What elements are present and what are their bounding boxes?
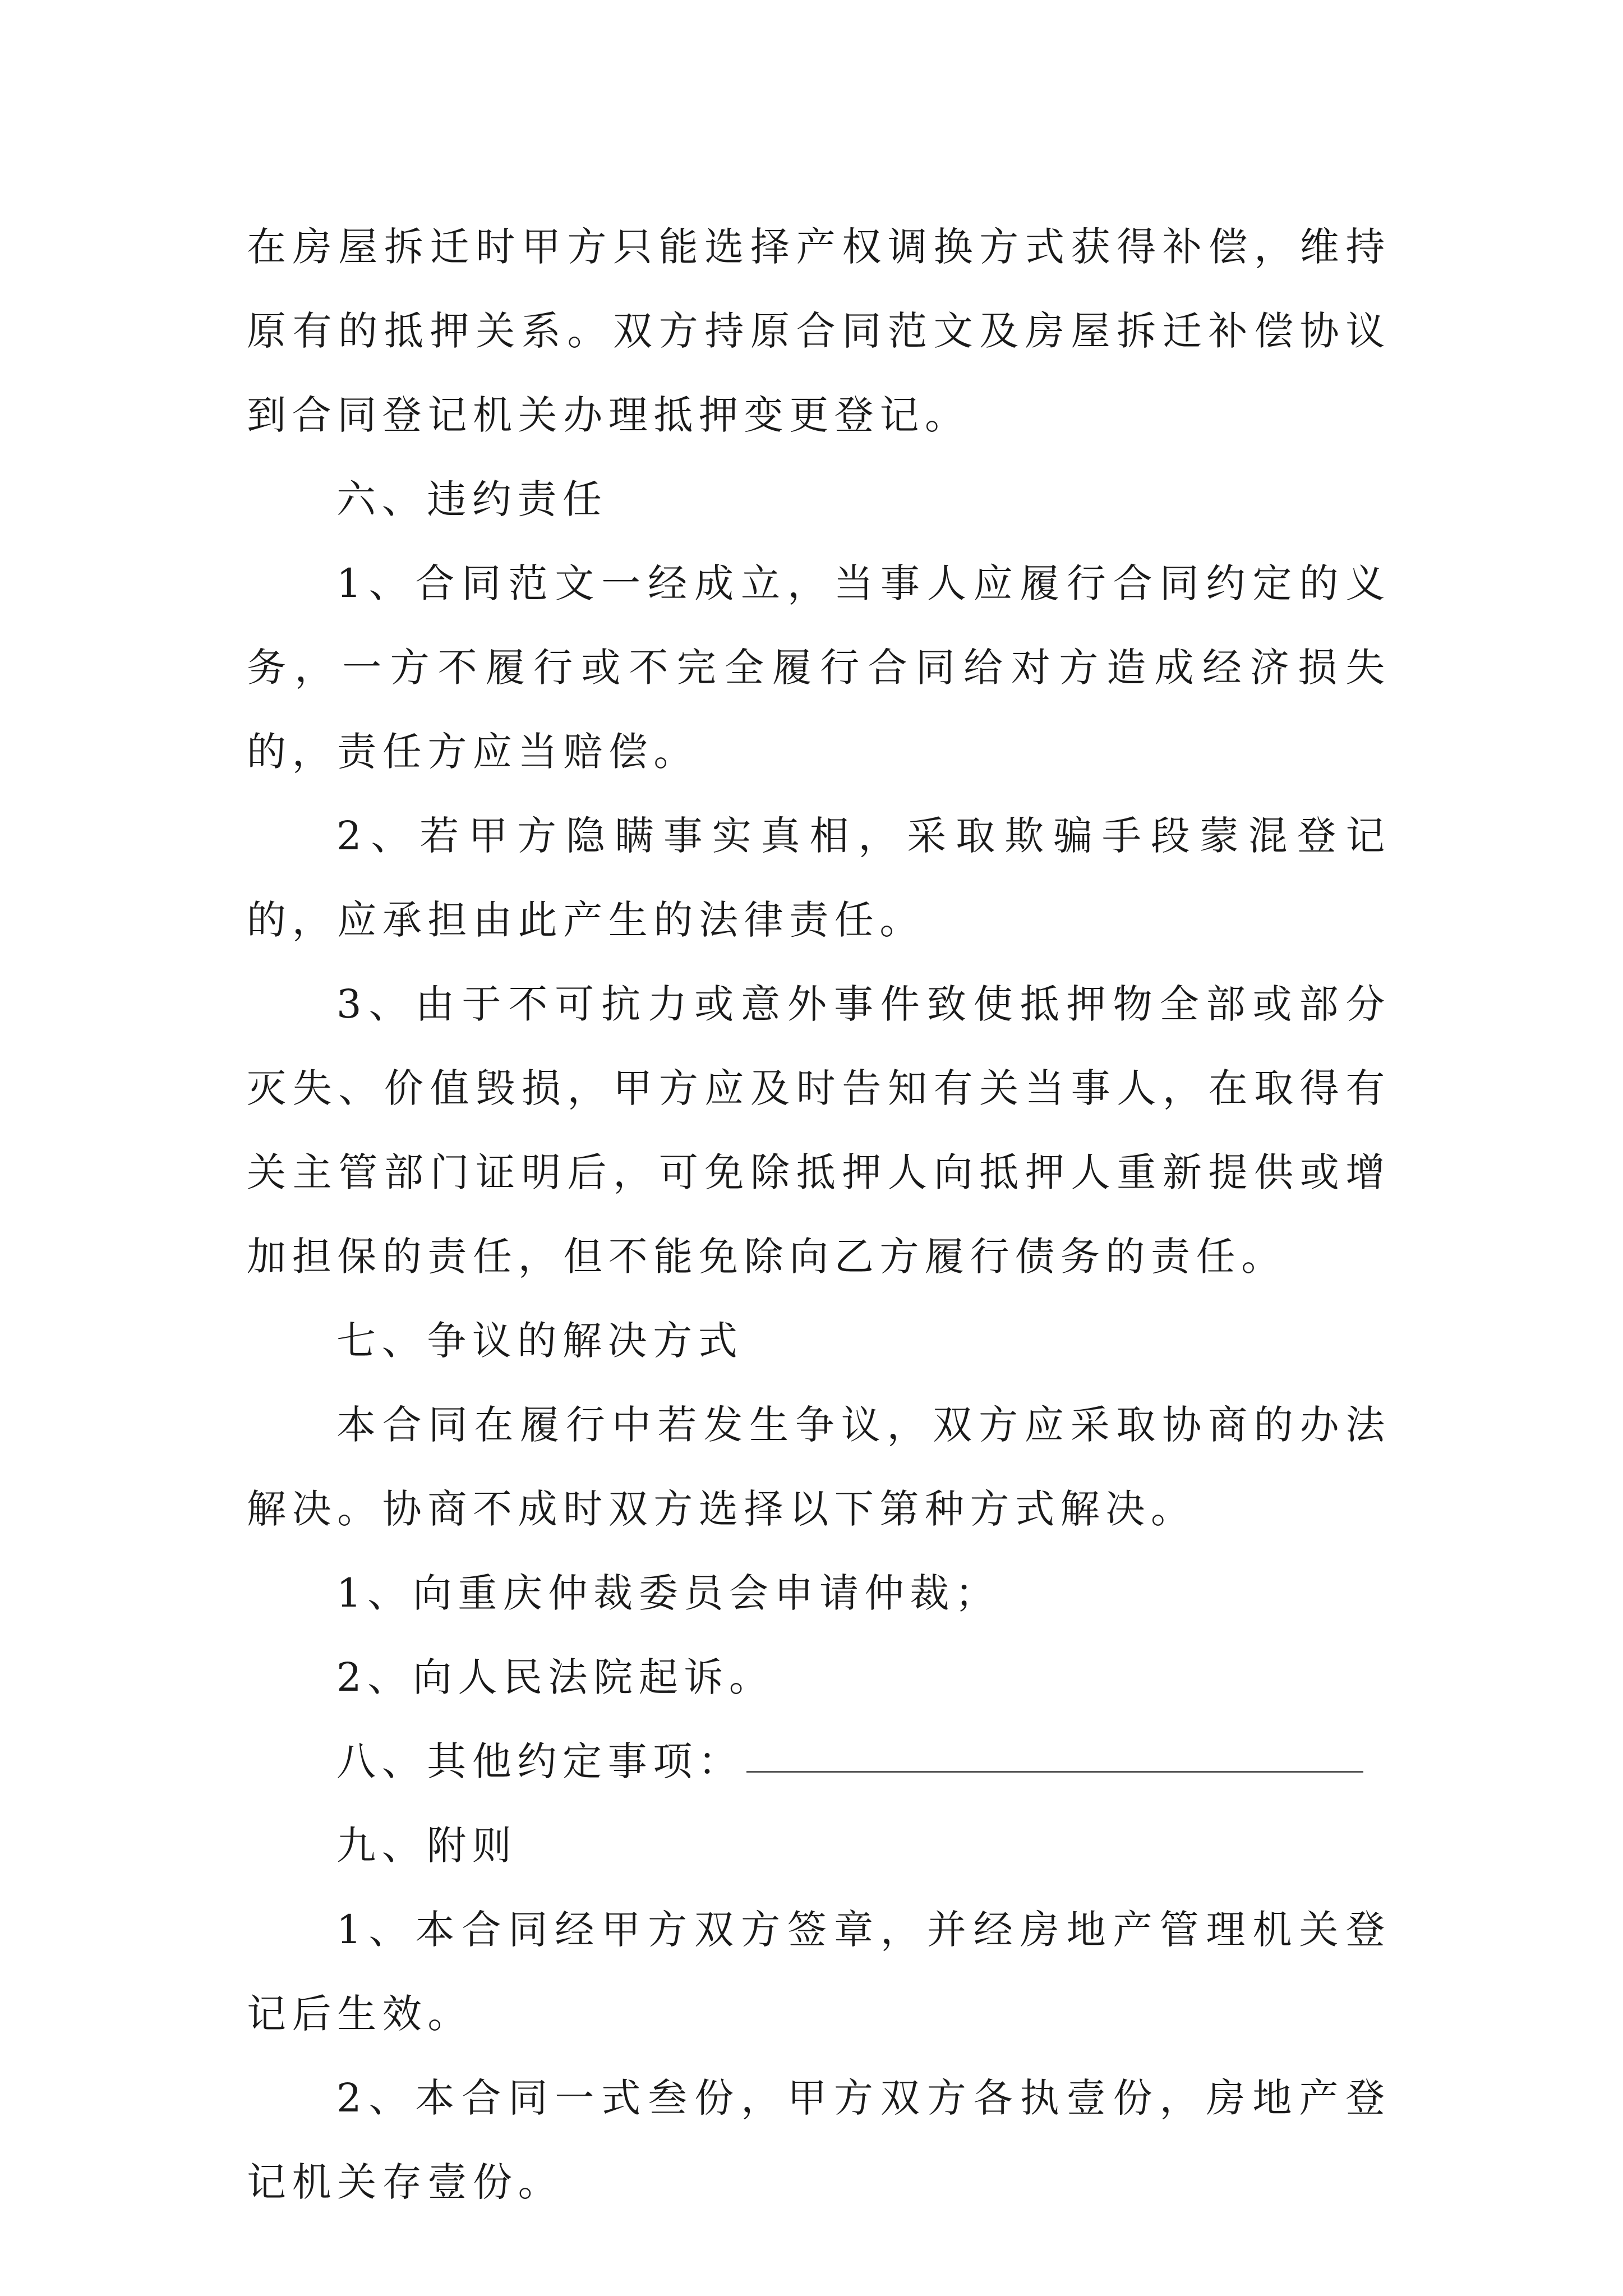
section-heading-other-terms	[247, 1719, 1391, 1803]
section-heading-supplementary: 九、附则	[336, 1823, 518, 1869]
paragraph-mortgage-change: 在房屋拆迁时甲方只能选择产权调换方式获得补偿，维持原有的抵押关系。双方持原合同范文及房屋拆迁补偿协议到合同登记机关办理抵押变更登记。	[247, 224, 1391, 438]
paragraph-supplementary-item-1: 1、本合同经甲方双方签章，并经房地产管理机关登记后生效。	[247, 1907, 1391, 2037]
paragraph-dispute-option-2: 2、向人民法院起诉。	[336, 1654, 774, 1700]
paragraph-dispute-intro: 本合同在履行中若发生争议，双方应采取协商的办法解决。协商不成时双方选择以下第种方式解决。	[247, 1402, 1391, 1532]
paragraph-supplementary-item-2: 2、本合同一式叁份，甲方双方各执壹份，房地产登记机关存壹份。	[247, 2075, 1391, 2205]
document-body	[247, 205, 1391, 2224]
section-heading-breach-liability: 六、违约责任	[336, 476, 608, 522]
paragraph-breach-item-3: 3、由于不可抗力或意外事件致使抵押物全部或部分灭失、价值毁损，甲方应及时告知有关当事人，在取得有关主管部门证明后，可免除抵押人向抵押人重新提供或增加担保的责任，但不能免除向乙方履行债务的责任。	[247, 981, 1391, 1280]
paragraph-dispute-option-1: 1、向重庆仲裁委员会申请仲裁；	[336, 1570, 1000, 1616]
section-heading-dispute-resolution: 七、争议的解决方式	[336, 1318, 744, 1364]
other-terms-label: 八、其他约定事项：	[336, 1738, 744, 1784]
paragraph-breach-item-2: 2、若甲方隐瞒事实真相，采取欺骗手段蒙混登记的，应承担由此产生的法律责任。	[247, 813, 1391, 943]
paragraph-breach-item-1: 1、合同范文一经成立，当事人应履行合同约定的义务，一方不履行或不完全履行合同给对方造成经济损失的，责任方应当赔偿。	[247, 560, 1391, 775]
other-terms-blank-line	[746, 1719, 1363, 1773]
